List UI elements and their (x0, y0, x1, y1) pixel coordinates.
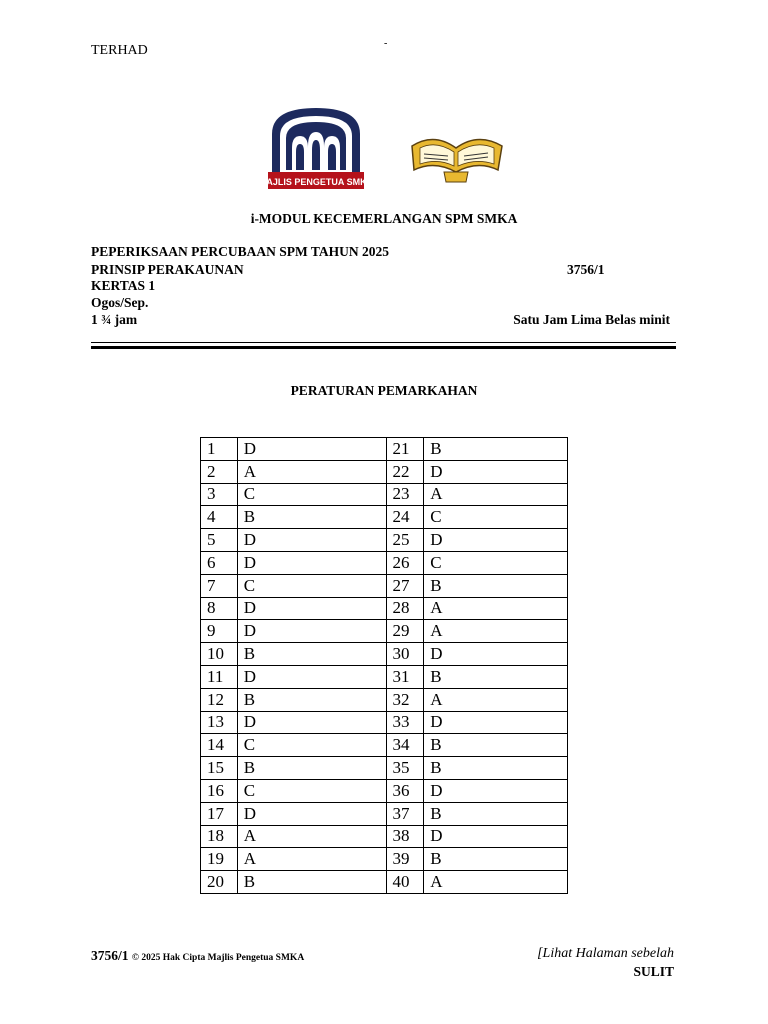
answer-letter: D (237, 529, 386, 552)
answer-letter: A (237, 825, 386, 848)
answer-letter: A (424, 688, 568, 711)
table-row (201, 711, 568, 734)
table-row (201, 757, 568, 780)
footer-code (91, 948, 304, 964)
sulit-label: SULIT (633, 964, 674, 979)
question-number: 39 (386, 848, 424, 871)
subject-name: PRINSIP PERAKAUNAN (91, 262, 244, 277)
answer-letter: C (424, 506, 568, 529)
paper-code: 3756/1 (567, 262, 605, 277)
question-number: 6 (201, 551, 238, 574)
question-number: 4 (201, 506, 238, 529)
table-row (201, 620, 568, 643)
answer-letter: A (237, 848, 386, 871)
scheme-title: PERATURAN PEMARKAHAN (290, 383, 478, 398)
answer-letter: B (424, 734, 568, 757)
answer-letter: D (237, 597, 386, 620)
majlis-pengetua-logo-icon (266, 106, 506, 192)
exam-name: PEPERIKSAAN PERCUBAAN SPM TAHUN 2025 (91, 244, 390, 259)
answer-letter: B (237, 688, 386, 711)
question-number: 12 (201, 688, 238, 711)
question-number: 25 (386, 529, 424, 552)
question-number: 8 (201, 597, 238, 620)
question-number: 5 (201, 529, 238, 552)
question-number: 22 (386, 460, 424, 483)
question-number: 36 (386, 779, 424, 802)
answer-letter: C (237, 779, 386, 802)
answer-letter: C (424, 551, 568, 574)
answer-letter: D (424, 825, 568, 848)
question-number: 10 (201, 643, 238, 666)
answer-letter: A (424, 597, 568, 620)
exam-month: Ogos/Sep. (91, 295, 149, 310)
question-number: 15 (201, 757, 238, 780)
answer-letter: C (237, 574, 386, 597)
table-row (201, 529, 568, 552)
answer-letter: D (424, 711, 568, 734)
answer-letter: D (237, 438, 386, 461)
answer-letter: B (237, 757, 386, 780)
question-number: 3 (201, 483, 238, 506)
divider-thin (91, 342, 676, 343)
question-number: 13 (201, 711, 238, 734)
table-row (201, 734, 568, 757)
question-number: 1 (201, 438, 238, 461)
left-logo-text: MAJLIS PENGETUA SMKA (266, 177, 374, 187)
footer-copyright: © 2025 Hak Cipta Majlis Pengetua SMKA (131, 953, 305, 963)
question-number: 18 (201, 825, 238, 848)
table-row (201, 688, 568, 711)
question-number: 7 (201, 574, 238, 597)
answer-letter: B (424, 848, 568, 871)
answer-letter: A (424, 871, 568, 894)
answer-letter: D (424, 460, 568, 483)
table-row (201, 460, 568, 483)
answer-letter: C (237, 734, 386, 757)
table-row (201, 438, 568, 461)
question-number: 2 (201, 460, 238, 483)
question-number: 35 (386, 757, 424, 780)
table-row (201, 597, 568, 620)
answer-letter: D (237, 711, 386, 734)
question-number: 37 (386, 802, 424, 825)
answer-letter: B (424, 438, 568, 461)
answer-letter: B (424, 757, 568, 780)
answer-letter: B (424, 665, 568, 688)
stray-mark: - (384, 38, 388, 49)
logos (266, 106, 506, 192)
answer-letter: A (424, 620, 568, 643)
table-row (201, 848, 568, 871)
answer-letter: B (424, 574, 568, 597)
answer-letter: B (237, 506, 386, 529)
table-row (201, 643, 568, 666)
question-number: 40 (386, 871, 424, 894)
answer-letter: D (237, 802, 386, 825)
question-number: 21 (386, 438, 424, 461)
answer-letter: D (424, 643, 568, 666)
answer-letter: D (237, 665, 386, 688)
question-number: 27 (386, 574, 424, 597)
question-number: 31 (386, 665, 424, 688)
paper-number: KERTAS 1 (91, 278, 156, 293)
next-page-note: [Lihat Halaman sebelah (537, 946, 674, 961)
answer-letter: B (237, 643, 386, 666)
answer-table (200, 437, 568, 894)
answer-letter: B (424, 802, 568, 825)
table-row (201, 779, 568, 802)
question-number: 24 (386, 506, 424, 529)
question-number: 9 (201, 620, 238, 643)
document-title: i-MODUL KECEMERLANGAN SPM SMKA (250, 211, 518, 226)
answer-letter: D (237, 551, 386, 574)
question-number: 14 (201, 734, 238, 757)
table-row (201, 802, 568, 825)
classification-label: TERHAD (91, 43, 148, 58)
question-number: 33 (386, 711, 424, 734)
exam-duration: 1 ¾ jam (91, 312, 138, 327)
answer-letter: A (424, 483, 568, 506)
question-number: 23 (386, 483, 424, 506)
question-number: 26 (386, 551, 424, 574)
question-number: 38 (386, 825, 424, 848)
answer-letter: D (424, 779, 568, 802)
table-row (201, 574, 568, 597)
question-number: 28 (386, 597, 424, 620)
question-number: 17 (201, 802, 238, 825)
question-number: 29 (386, 620, 424, 643)
exam-duration-words: Satu Jam Lima Belas minit (513, 312, 670, 327)
question-number: 32 (386, 688, 424, 711)
table-row (201, 665, 568, 688)
answer-letter: D (424, 529, 568, 552)
question-number: 20 (201, 871, 238, 894)
footer-paper-code: 3756/1 (91, 948, 129, 963)
table-row (201, 506, 568, 529)
question-number: 30 (386, 643, 424, 666)
table-row (201, 871, 568, 894)
question-number: 16 (201, 779, 238, 802)
question-number: 34 (386, 734, 424, 757)
answer-letter: D (237, 620, 386, 643)
answer-letter: C (237, 483, 386, 506)
question-number: 11 (201, 665, 238, 688)
table-row (201, 825, 568, 848)
table-row (201, 483, 568, 506)
question-number: 19 (201, 848, 238, 871)
answer-letter: A (237, 460, 386, 483)
answer-letter: B (237, 871, 386, 894)
table-row (201, 551, 568, 574)
divider-thick (91, 346, 676, 349)
open-book-icon (412, 139, 502, 182)
